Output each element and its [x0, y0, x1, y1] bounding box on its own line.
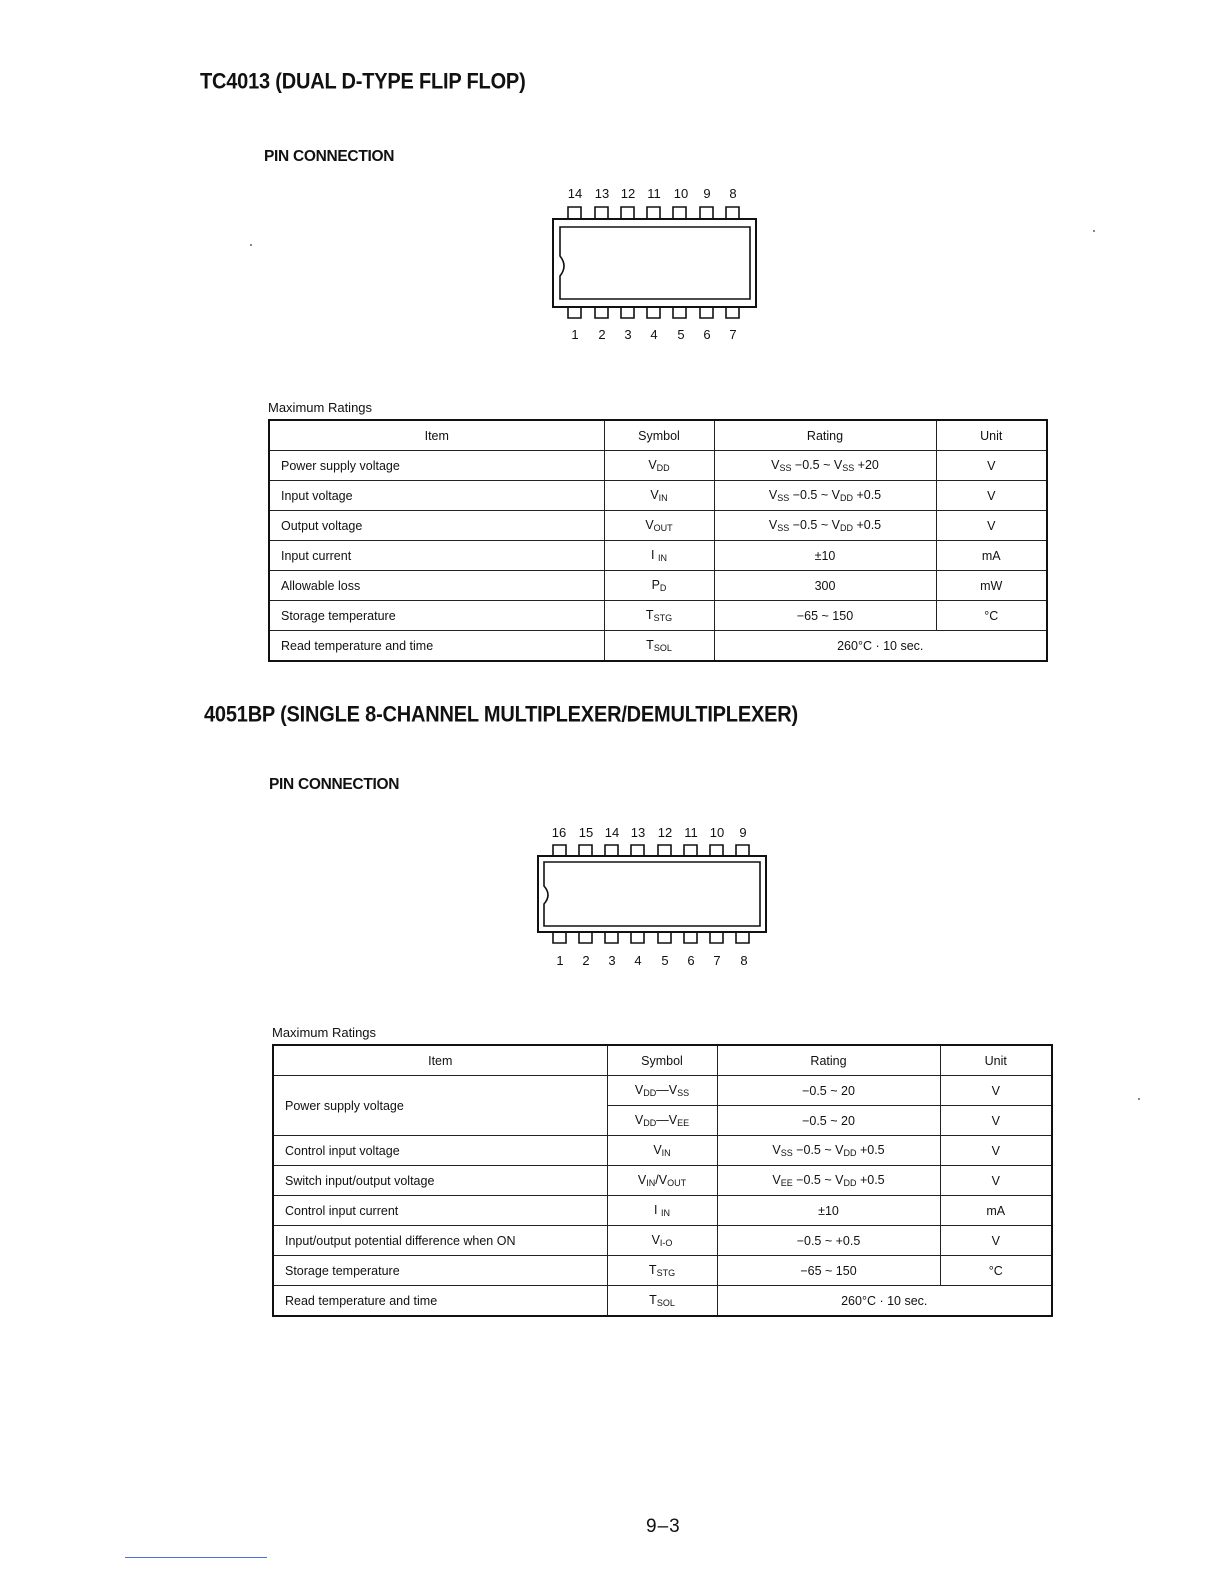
pin-number: 10 [673, 186, 689, 201]
pin-connection-heading-2: PIN CONNECTION [269, 776, 400, 793]
scan-speck [250, 244, 252, 246]
pin-number: 9 [739, 825, 747, 840]
symbol-cell: $V_{DD}—V_{SS}$ [607, 1076, 717, 1106]
table-row [273, 1076, 1052, 1106]
unit-cell: V [936, 451, 1047, 481]
symbol-cell: I $_{IN}$ [607, 1196, 717, 1226]
table-row [269, 631, 1047, 662]
pin-number: 7 [729, 327, 737, 342]
unit-cell: V [936, 481, 1047, 511]
table-row [273, 1256, 1052, 1286]
rating-cell: $V_{SS} -0.5$ ~ $V_{DD} +0.5$ [714, 511, 936, 541]
item-cell: Switch input/output voltage [273, 1166, 607, 1196]
table-row [273, 1196, 1052, 1226]
pin-number: 1 [571, 327, 579, 342]
scan-speck [1093, 230, 1095, 232]
pin-number: 15 [578, 825, 594, 840]
header-symbol: Symbol [604, 420, 714, 451]
unit-cell: °C [940, 1256, 1052, 1286]
symbol-cell: $V_{IN}$ [607, 1136, 717, 1166]
header-unit: Unit [936, 420, 1047, 451]
header-symbol: Symbol [607, 1045, 717, 1076]
symbol-cell: $V_{I-O}$ [607, 1226, 717, 1256]
symbol-cell: $T_{SOL}$ [607, 1286, 717, 1317]
pin-number: 10 [709, 825, 725, 840]
pin-number: 12 [657, 825, 673, 840]
pin-number: 3 [608, 953, 616, 968]
item-cell: Read temperature and time [269, 631, 604, 662]
pin-number: 11 [684, 825, 698, 840]
pin-number: 5 [677, 327, 685, 342]
section-title-tc4013: TC4013 (DUAL D-TYPE FLIP FLOP) [200, 70, 526, 95]
item-cell: Output voltage [269, 511, 604, 541]
page-number: 9–3 [646, 1516, 681, 1537]
symbol-cell: I $_{IN}$ [604, 541, 714, 571]
unit-cell: mW [936, 571, 1047, 601]
ratings-caption-1: Maximum Ratings [268, 400, 373, 415]
symbol-cell: $V_{IN}$ [604, 481, 714, 511]
header-item: Item [273, 1045, 607, 1076]
item-cell: Storage temperature [273, 1256, 607, 1286]
header-item: Item [269, 420, 604, 451]
unit-cell: mA [940, 1196, 1052, 1226]
pin-number: 6 [703, 327, 711, 342]
symbol-cell: $V_{IN}/V_{OUT}$ [607, 1166, 717, 1196]
rating-cell: $V_{SS} -0.5$ ~ $V_{DD} +0.5$ [717, 1136, 940, 1166]
footer-rule [125, 1557, 267, 1558]
unit-cell: °C [936, 601, 1047, 631]
pin-number: 9 [703, 186, 711, 201]
pin-number: 5 [661, 953, 669, 968]
item-cell: Control input voltage [273, 1136, 607, 1166]
item-cell: Control input current [273, 1196, 607, 1226]
pin-number: 7 [713, 953, 721, 968]
pin-number: 8 [729, 186, 737, 201]
table-row [269, 511, 1047, 541]
symbol-cell: $V_{OUT}$ [604, 511, 714, 541]
item-cell: Storage temperature [269, 601, 604, 631]
pin-number: 14 [604, 825, 620, 840]
item-cell: Read temperature and time [273, 1286, 607, 1317]
table-row [269, 571, 1047, 601]
rating-cell: ±10 [717, 1196, 940, 1226]
item-cell: Power supply voltage [269, 451, 604, 481]
section-title-4051bp: 4051BP (SINGLE 8-CHANNEL MULTIPLEXER/DEMULTIPLEXER) [204, 703, 798, 728]
unit-cell: V [940, 1106, 1052, 1136]
item-cell: Allowable loss [269, 571, 604, 601]
pin-number: 11 [647, 186, 661, 201]
symbol-cell: $T_{STG}$ [604, 601, 714, 631]
table-row [273, 1226, 1052, 1256]
pin-number: 2 [582, 953, 590, 968]
rating-cell: −65 ~ 150 [714, 601, 936, 631]
pin-number: 2 [598, 327, 606, 342]
pin-number: 4 [634, 953, 642, 968]
item-cell: Input/output potential difference when ON [273, 1226, 607, 1256]
symbol-cell: $T_{STG}$ [607, 1256, 717, 1286]
dip16-package-diagram [530, 838, 775, 950]
table-header-row [273, 1045, 1052, 1076]
pin-number: 12 [620, 186, 636, 201]
header-rating: Rating [717, 1045, 940, 1076]
pin-number: 16 [551, 825, 567, 840]
table-header-row [269, 420, 1047, 451]
pin-number: 13 [630, 825, 646, 840]
item-cell: Input current [269, 541, 604, 571]
pin-number: 1 [556, 953, 564, 968]
rating-cell: $V_{EE} -0.5$ ~ $V_{DD} +0.5$ [717, 1166, 940, 1196]
rating-cell: $V_{SS} -0.5$ ~ $V_{SS} +20$ [714, 451, 936, 481]
rating-cell: 300 [714, 571, 936, 601]
table-row [273, 1136, 1052, 1166]
unit-cell: V [936, 511, 1047, 541]
rating-cell: ±10 [714, 541, 936, 571]
rating-cell: 260°C · 10 sec. [714, 631, 1047, 662]
ratings-caption-2: Maximum Ratings [272, 1025, 377, 1040]
rating-cell: −0.5 ~ 20 [717, 1076, 940, 1106]
pin-number: 14 [567, 186, 583, 201]
pin-number: 4 [650, 327, 658, 342]
pin-number: 3 [624, 327, 632, 342]
rating-cell: $V_{SS} -0.5$ ~ $V_{DD} +0.5$ [714, 481, 936, 511]
item-cell: Power supply voltage [273, 1076, 607, 1136]
table-row [269, 541, 1047, 571]
rating-cell: 260°C · 10 sec. [717, 1286, 1052, 1317]
table-row [269, 481, 1047, 511]
pin-number: 8 [740, 953, 748, 968]
dip14-package-diagram [545, 200, 765, 320]
max-ratings-table-1 [268, 419, 1048, 662]
pin-connection-heading-1: PIN CONNECTION [264, 148, 395, 165]
pin-number: 13 [594, 186, 610, 201]
table-row [273, 1286, 1052, 1317]
unit-cell: V [940, 1226, 1052, 1256]
table-row [269, 451, 1047, 481]
table-row [269, 601, 1047, 631]
symbol-cell: $T_{SOL}$ [604, 631, 714, 662]
symbol-cell: $P_D$ [604, 571, 714, 601]
rating-cell: −0.5 ~ 20 [717, 1106, 940, 1136]
rating-cell: −65 ~ 150 [717, 1256, 940, 1286]
unit-cell: mA [936, 541, 1047, 571]
pin-number: 6 [687, 953, 695, 968]
symbol-cell: $V_{DD}—V_{EE}$ [607, 1106, 717, 1136]
unit-cell: V [940, 1136, 1052, 1166]
symbol-cell: $V_{DD}$ [604, 451, 714, 481]
max-ratings-table-2 [272, 1044, 1053, 1317]
scan-speck [1138, 1098, 1140, 1100]
unit-cell: V [940, 1076, 1052, 1106]
rating-cell: −0.5 ~ +0.5 [717, 1226, 940, 1256]
header-unit: Unit [940, 1045, 1052, 1076]
header-rating: Rating [714, 420, 936, 451]
unit-cell: V [940, 1166, 1052, 1196]
item-cell: Input voltage [269, 481, 604, 511]
table-row [273, 1166, 1052, 1196]
